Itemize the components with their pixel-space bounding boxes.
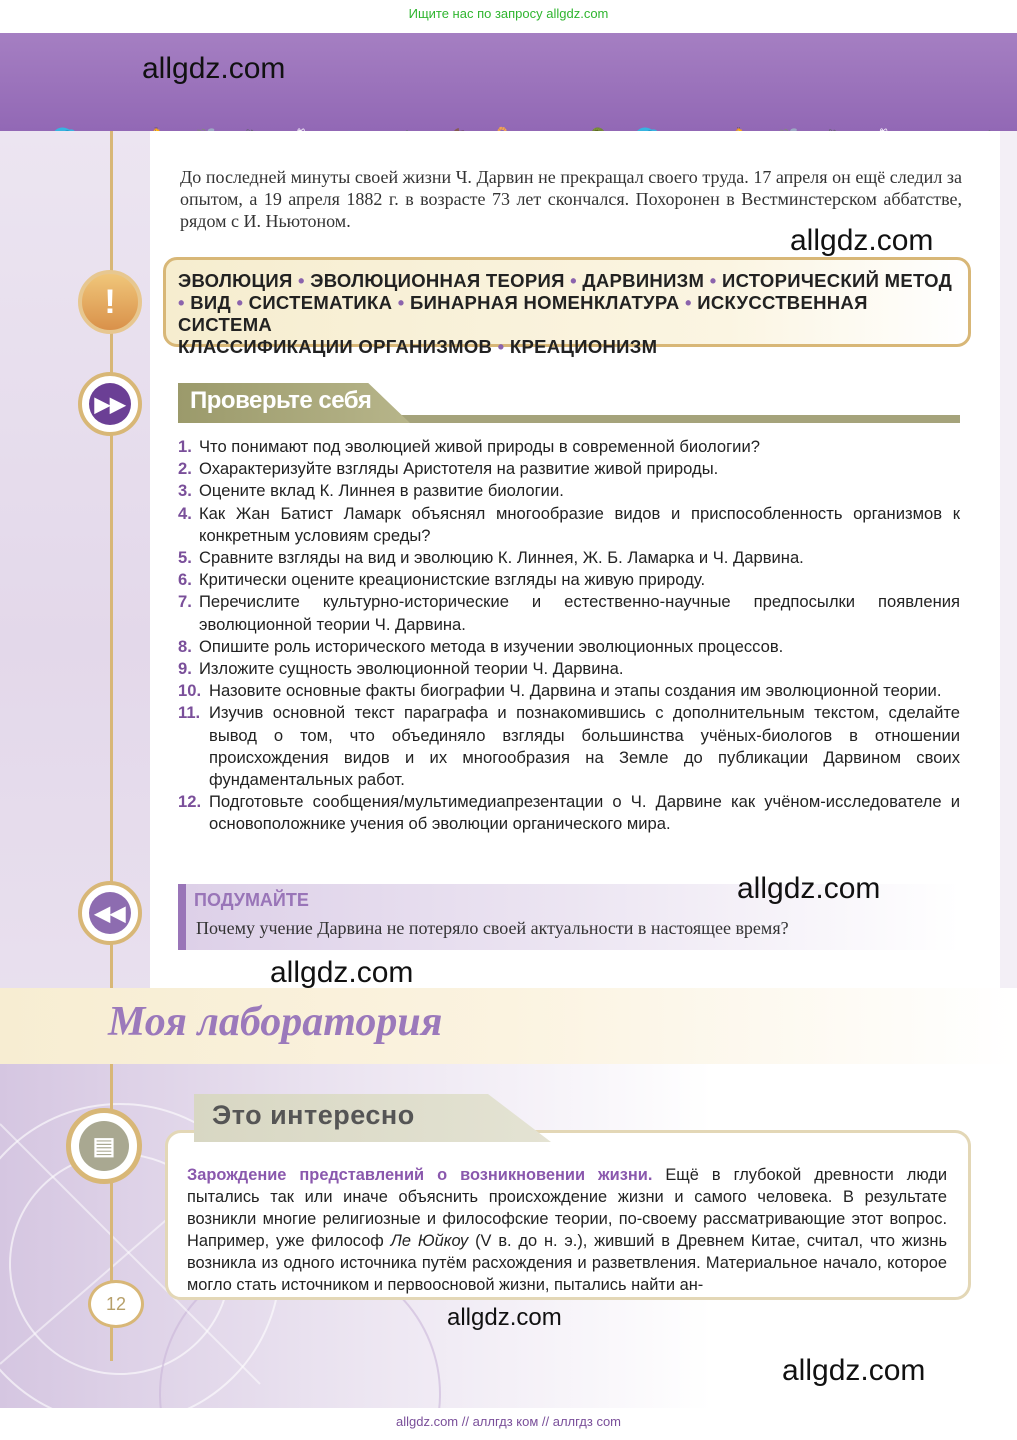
question-number: 10. [178, 681, 202, 701]
question-text: Критически оцените креационистские взгляды на живую природу. [199, 570, 706, 590]
question-item [178, 547, 960, 569]
term: КРЕАЦИОНИЗМ [509, 336, 658, 357]
interest-text-part: (V в. до н. э.), живший в Древнем Китае, считал, что жизнь возникла из одного источника путём расхождения и разветвления. Материальное начало, которое могло стать источником и первоосновой жизни, пытались найти ан- [187, 1232, 948, 1294]
question-text: Изложите сущность эволюционной теории Ч. Дарвина. [199, 659, 624, 679]
term-separator: • [236, 292, 244, 313]
check-yourself-marker [78, 372, 142, 436]
term-separator: • [397, 292, 405, 313]
top-search-note: Ищите нас по запросу allgdz.com [408, 6, 609, 21]
question-number: 2. [178, 459, 192, 479]
question-text: Что понимают под эволюцией живой природы в современной биологии? [199, 437, 760, 456]
intro-paragraph: До последней минуты своей жизни Ч. Дарвин не прекращал своего труда. 17 апреля он ещё следил за опытом, а 19 апреля 1882 г. в возрасте 73 лет скончался. Похоронен в Вестминстерском аббатстве, рядом с И. Ньютоном. [180, 167, 962, 231]
philosopher-name: Ле Юйкоу [390, 1232, 469, 1250]
question-text: Назовите основные факты биографии Ч. Дарвина и этапы создания им эволюционной теории. [209, 681, 942, 701]
question-item [178, 658, 960, 680]
think-question: Почему учение Дарвина не потеряло своей актуальности в настоящее время? [196, 918, 789, 938]
interest-marker [66, 1108, 142, 1184]
question-item [178, 480, 960, 502]
term-separator: • [298, 270, 305, 291]
key-terms-line [178, 292, 963, 336]
question-item [178, 636, 960, 658]
term: ИСТОРИЧЕСКИЙ МЕТОД [721, 270, 953, 291]
interest-title: Это интересно [212, 1100, 415, 1130]
watermark: allgdz.com [737, 872, 881, 905]
question-text: Оцените вклад К. Линнея в развитие биологии. [199, 481, 564, 501]
question-text: Изучив основной текст параграфа и познакомившись с дополнительным текстом, сделайте вывод о том, что объединяло взгляды большинства учёных-биологов в отношении происхождения видов и их многообразия на Земле до публикации Дарвином своих фундаментальных работ. [209, 703, 960, 790]
term: ДАРВИНИЗМ [582, 270, 705, 291]
question-number: 12. [178, 792, 202, 812]
footer-links: allgdz.com // аллгдз ком // аллгдз com [395, 1414, 622, 1429]
question-number: 7. [178, 592, 192, 612]
question-number: 9. [178, 659, 192, 679]
document-icon: ▤ [79, 1121, 129, 1171]
question-item [178, 591, 960, 635]
question-item [178, 791, 960, 835]
question-text: Опишите роль исторического метода в изучении эволюционных процессов. [199, 636, 784, 656]
question-number: 6. [178, 570, 192, 590]
think-marker [78, 881, 142, 945]
forward-icon: ▶▶ [89, 383, 131, 425]
check-yourself-title: Проверьте себя [190, 387, 372, 414]
check-yourself-header [178, 383, 960, 423]
question-item [178, 436, 960, 458]
term: ЭВОЛЮЦИЯ [178, 270, 293, 291]
key-terms-line [178, 270, 963, 292]
term-separator: • [570, 270, 577, 291]
question-text: Сравните взгляды на вид и эволюцию К. Линнея, Ж. Б. Ламарка и Ч. Дарвина. [199, 548, 804, 568]
term-separator: • [497, 336, 505, 357]
exclamation-icon: ! [104, 282, 116, 321]
question-number: 4. [178, 503, 192, 523]
interest-text-part: Ещё в глубокой древности люди пытались так или иначе объяснить происхождение жизни и самого человека. В результате возникли многие религиозные и философские теории, по-своему рассматривающие этот вопрос. Например, уже философ [187, 1166, 947, 1250]
watermark: allgdz.com [782, 1354, 926, 1387]
questions-list [178, 436, 960, 836]
lab-section-title: Моя лаборатория [108, 999, 443, 1045]
question-text: Подготовьте сообщения/мультимедиапрезентации о Ч. Дарвине как учёном-исследователе и основоположнике учения об эволюции органического мира. [209, 792, 960, 834]
term: ЭВОЛЮЦИОННАЯ ТЕОРИЯ [310, 270, 565, 291]
question-number: 8. [178, 636, 192, 656]
think-title: ПОДУМАЙТЕ [194, 890, 309, 910]
key-terms-list [178, 270, 963, 358]
question-item [178, 680, 960, 702]
term: БИНАРНАЯ НОМЕНКЛАТУРА [409, 292, 680, 313]
term: СИСТЕМАТИКА [248, 292, 393, 313]
interest-lead: Зарождение представлений о возникновении жизни. [187, 1166, 653, 1184]
question-number: 1. [178, 437, 192, 456]
question-text: Перечислите культурно-исторические и естественно-научные предпосылки появления эволюционной теории Ч. Дарвина. [199, 592, 960, 634]
watermark: allgdz.com [142, 52, 286, 85]
question-item [178, 503, 960, 547]
question-item [178, 569, 960, 591]
question-number: 11. [178, 703, 201, 723]
interest-paragraph [187, 1164, 947, 1296]
watermark: allgdz.com [270, 956, 414, 989]
key-terms-marker [78, 270, 142, 334]
question-text: Как Жан Батист Ламарк объяснял многообразие видов и приспособленность организмов к конкретным условиям среды? [199, 503, 960, 545]
question-number: 5. [178, 548, 192, 568]
term: ВИД [190, 292, 231, 313]
question-item [178, 458, 960, 480]
term: ИСКУССТВЕННАЯ СИСТЕМА [178, 292, 868, 335]
term-separator: • [685, 292, 692, 313]
term: КЛАССИФИКАЦИИ ОРГАНИЗМОВ [178, 336, 493, 357]
watermark: allgdz.com [790, 224, 934, 257]
key-terms-line [178, 336, 963, 358]
question-text: Охарактеризуйте взгляды Аристотеля на развитие живой природы. [199, 459, 719, 479]
question-number: 3. [178, 481, 192, 501]
watermark: allgdz.com [447, 1304, 562, 1331]
term-separator: • [709, 270, 717, 291]
rewind-icon: ◀◀ [89, 892, 131, 934]
page-number: 12 [88, 1280, 144, 1328]
term-separator: • [178, 292, 185, 313]
question-item [178, 702, 960, 791]
